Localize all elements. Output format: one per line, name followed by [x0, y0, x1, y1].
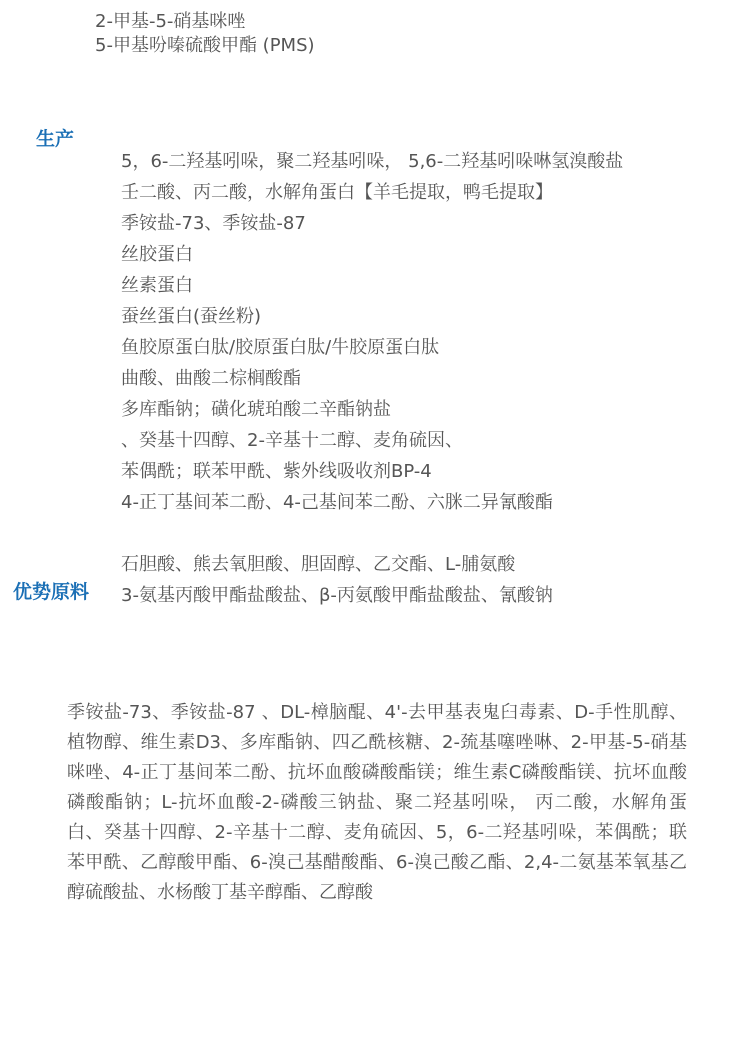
list-item: 丝胶蛋白 — [121, 244, 193, 265]
list-item: 3-氨基丙酸甲酯盐酸盐、β-丙氨酸甲酯盐酸盐、氰酸钠 — [121, 585, 553, 606]
list-item: 壬二酸、丙二酸，水解角蛋白【羊毛提取，鸭毛提取】 — [121, 182, 553, 203]
top-lines — [95, 10, 735, 58]
list-item: 5，6-二羟基吲哚，聚二羟基吲哚， 5,6-二羟基吲哚啉氢溴酸盐 — [121, 151, 624, 172]
list-item: 石胆酸、熊去氧胆酸、胆固醇、乙交酯、L-脯氨酸 — [121, 554, 516, 575]
top-line: 5-甲基吩嗪硫酸甲酯 (PMS) — [95, 35, 315, 56]
list-item: 蚕丝蛋白(蚕丝粉) — [121, 306, 262, 327]
list-item: 季铵盐-73、季铵盐-87 — [121, 213, 306, 234]
ingredient-list — [121, 146, 741, 611]
list-item: 苯偶酰；联苯甲酰、紫外线吸收剂BP-4 — [121, 461, 432, 482]
section-label-production: 生产 — [36, 128, 75, 150]
list-item: 多库酯钠；磺化琥珀酸二辛酯钠盐 — [121, 399, 391, 420]
list-item: 、癸基十四醇、2-辛基十二醇、麦角硫因、 — [121, 430, 463, 451]
list-item: 曲酸、曲酸二棕榈酸酯 — [121, 368, 301, 389]
section-label-advantage: 优势原料 — [13, 581, 90, 603]
summary-paragraph: 季铵盐-73、季铵盐-87 、DL-樟脑醌、4'-去甲基表鬼臼毒素、D-手性肌醇、植物醇、维生素D3、多库酯钠、四乙酰核糖、2-巯基噻唑啉、2-甲基-5-硝基咪唑、4-正丁基间苯二酚、抗坏血酸磷酸酯镁；维生素C磷酸酯镁、抗坏血酸磷酸酯钠；L-抗坏血酸-2-磷酸三钠盐、聚二羟基吲哚， 丙二酸，水解角蛋白、癸基十四醇、2-辛基十二醇、麦角硫因、5，6-二羟基吲哚，苯偶酰；联苯甲酰、乙醇酸甲酯、6-溴己基醋酸酯、6-溴己酸乙酯、2,4-二氨基苯氧基乙醇硫酸盐、水杨酸丁基辛醇酯、乙醇酸 — [67, 702, 687, 903]
top-line: 2-甲基-5-硝基咪唑 — [95, 11, 246, 32]
list-item: 鱼胶原蛋白肽/胶原蛋白肽/牛胶原蛋白肽 — [121, 337, 440, 358]
list-item: 4-正丁基间苯二酚、4-己基间苯二酚、六脒二异氰酸酯 — [121, 492, 553, 513]
list-item: 丝素蛋白 — [121, 275, 193, 296]
list-spacer — [121, 518, 741, 549]
